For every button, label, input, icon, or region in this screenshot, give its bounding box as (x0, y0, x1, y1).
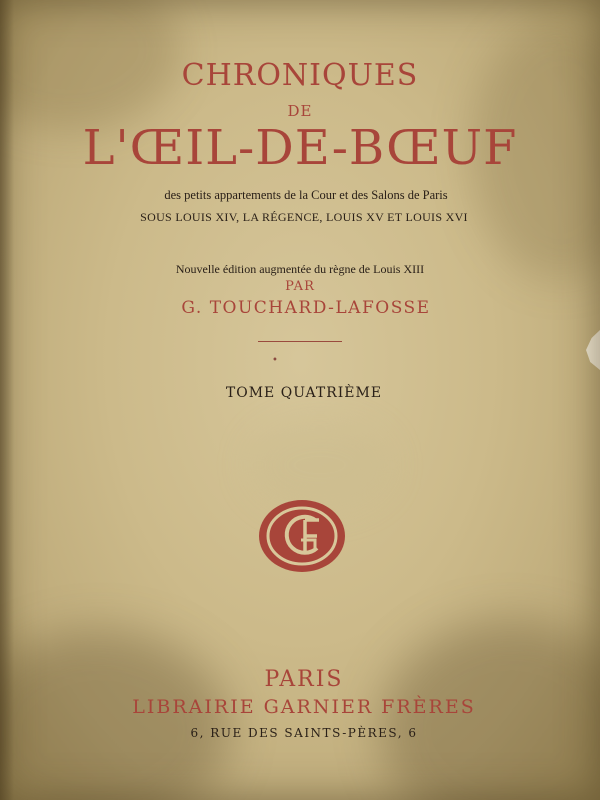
publication-place: PARIS (264, 667, 344, 692)
par-label: PAR (285, 279, 315, 294)
volume-label: TOME QUATRIÈME (225, 385, 383, 401)
publisher-name: LIBRAIRIE GARNIER FRÈRES (132, 696, 476, 718)
author-name: G. TOUCHARD-LAFOSSE (181, 298, 431, 318)
torn-edge (586, 330, 600, 370)
publisher-emblem-icon (257, 498, 347, 574)
main-title: L'ŒIL-DE-BŒUF (82, 120, 518, 176)
fleuron-ornament: • (272, 355, 278, 366)
publisher-address: 6, RUE DES SAINTS-PÈRES, 6 (190, 726, 418, 740)
paper-stain (250, 420, 390, 510)
subtitle-line-2: SOUS LOUIS XIV, LA RÉGENCE, LOUIS XV ET LOUIS XVI (140, 210, 468, 224)
edition-note: Nouvelle édition augmentée du règne de Louis XIII (175, 262, 425, 276)
divider-rule (258, 341, 342, 342)
subtitle-line-1: des petits appartements de la Cour et des Salons de Paris (164, 188, 448, 202)
title-chroniques: CHRONIQUES (181, 58, 419, 93)
title-de: DE (287, 102, 313, 120)
